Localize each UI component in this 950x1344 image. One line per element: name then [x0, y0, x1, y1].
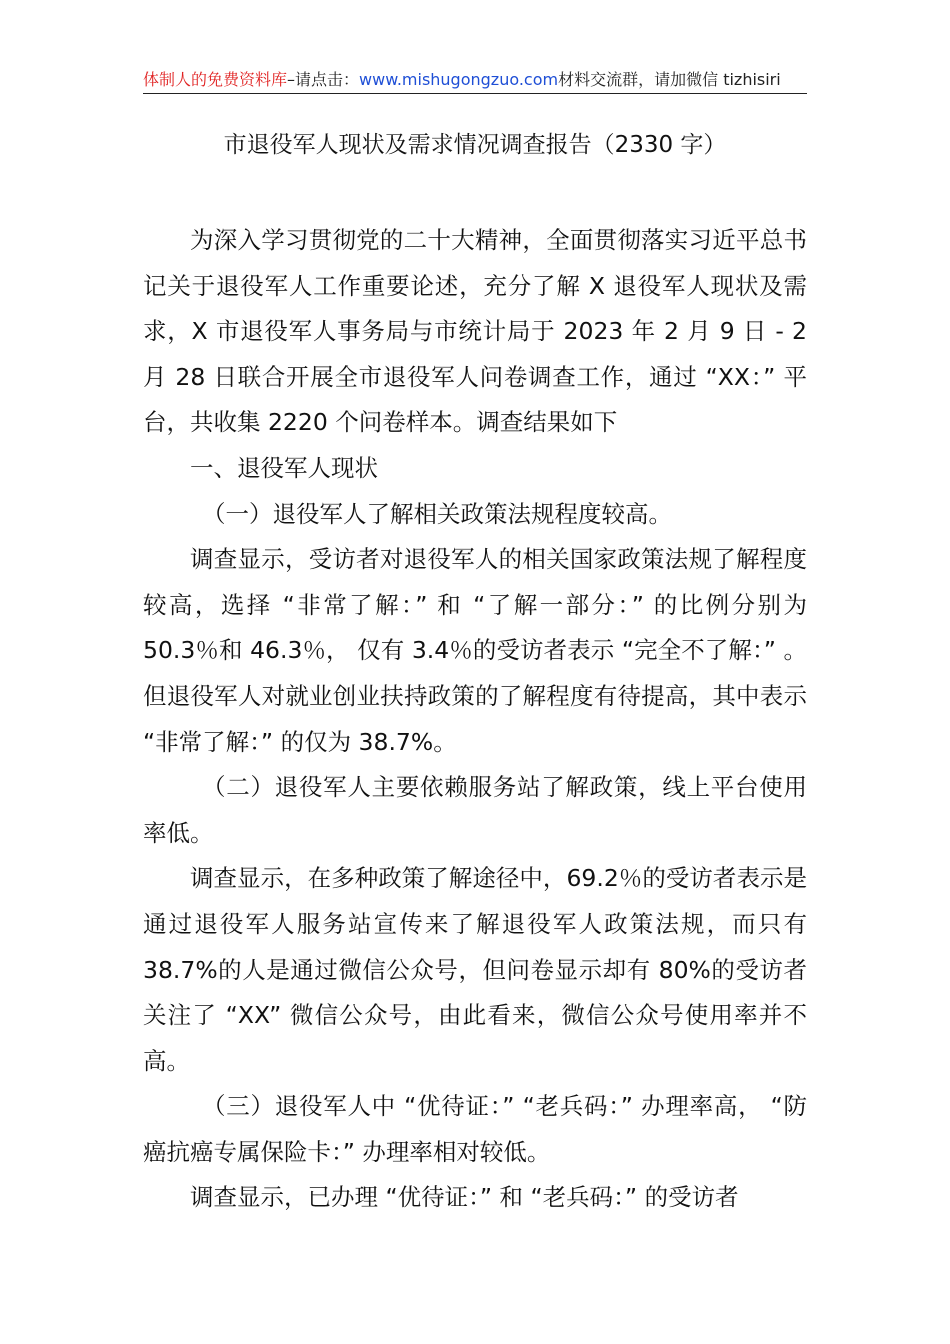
header-link[interactable]: www.mishugongzuo.com	[359, 70, 559, 89]
document-header	[143, 68, 807, 92]
document-title: 市退役军人现状及需求情况调查报告（2330 字）	[223, 132, 727, 158]
paragraph-intro: 为深入学习贯彻党的二十大精神，全面贯彻落实习近平总书记关于退役军人工作重要论述，充分了解 X 退役军人现状及需求，X 市退役军人事务局与市统计局于 2023 年 2 月 9 日 - 2 月 28 日联合开展全市退役军人问卷调查工作，通过 “XX：” 平台，共收集 2220 个问卷样本。调查结果如下	[143, 226, 807, 437]
paragraph-2: 调查显示，在多种政策了解途径中，69.2％的受访者表示是通过退役军人服务站宣传来了解退役军人政策法规，而只有 38.7%的人是通过微信公众号，但问卷显示却有 80%的受访者关注了 “XX” 微信公众号，由此看来，微信公众号使用率并不高。	[143, 864, 807, 1075]
header-brand: 体制人的免费资料库	[143, 70, 288, 89]
subsection-heading-2: （二）退役军人主要依赖服务站了解政策，线上平台使用率低。	[143, 773, 807, 847]
paragraph-3: 调查显示，已办理 “优待证：” 和 “老兵码：” 的受访者	[190, 1183, 739, 1212]
header-divider	[143, 93, 807, 94]
paragraph-1: 调查显示，受访者对退役军人的相关国家政策法规了解程度较高，选择 “非常了解：” 和 “了解一部分：” 的比例分别为 50.3％和 46.3％， 仅有 3.4％的受访者表示 “完全不了解：” 。但退役军人对就业创业扶持政策的了解程度有待提高，其中表示 “非常了解：” 的仅为 38.7%。	[143, 545, 807, 756]
subsection-heading-3: （三）退役军人中 “优待证：” “老兵码：” 办理率高， “防癌抗癌专属保险卡：” 办理率相对较低。	[143, 1092, 807, 1166]
document-body	[143, 218, 807, 1221]
section-heading-1: 一、退役军人现状	[190, 453, 378, 482]
header-note: 材料交流群，请加微信 tizhisiri	[558, 70, 781, 89]
header-separator: –请点击：	[287, 70, 360, 89]
subsection-heading-1: （一）退役军人了解相关政策法规程度较高。	[202, 499, 672, 528]
